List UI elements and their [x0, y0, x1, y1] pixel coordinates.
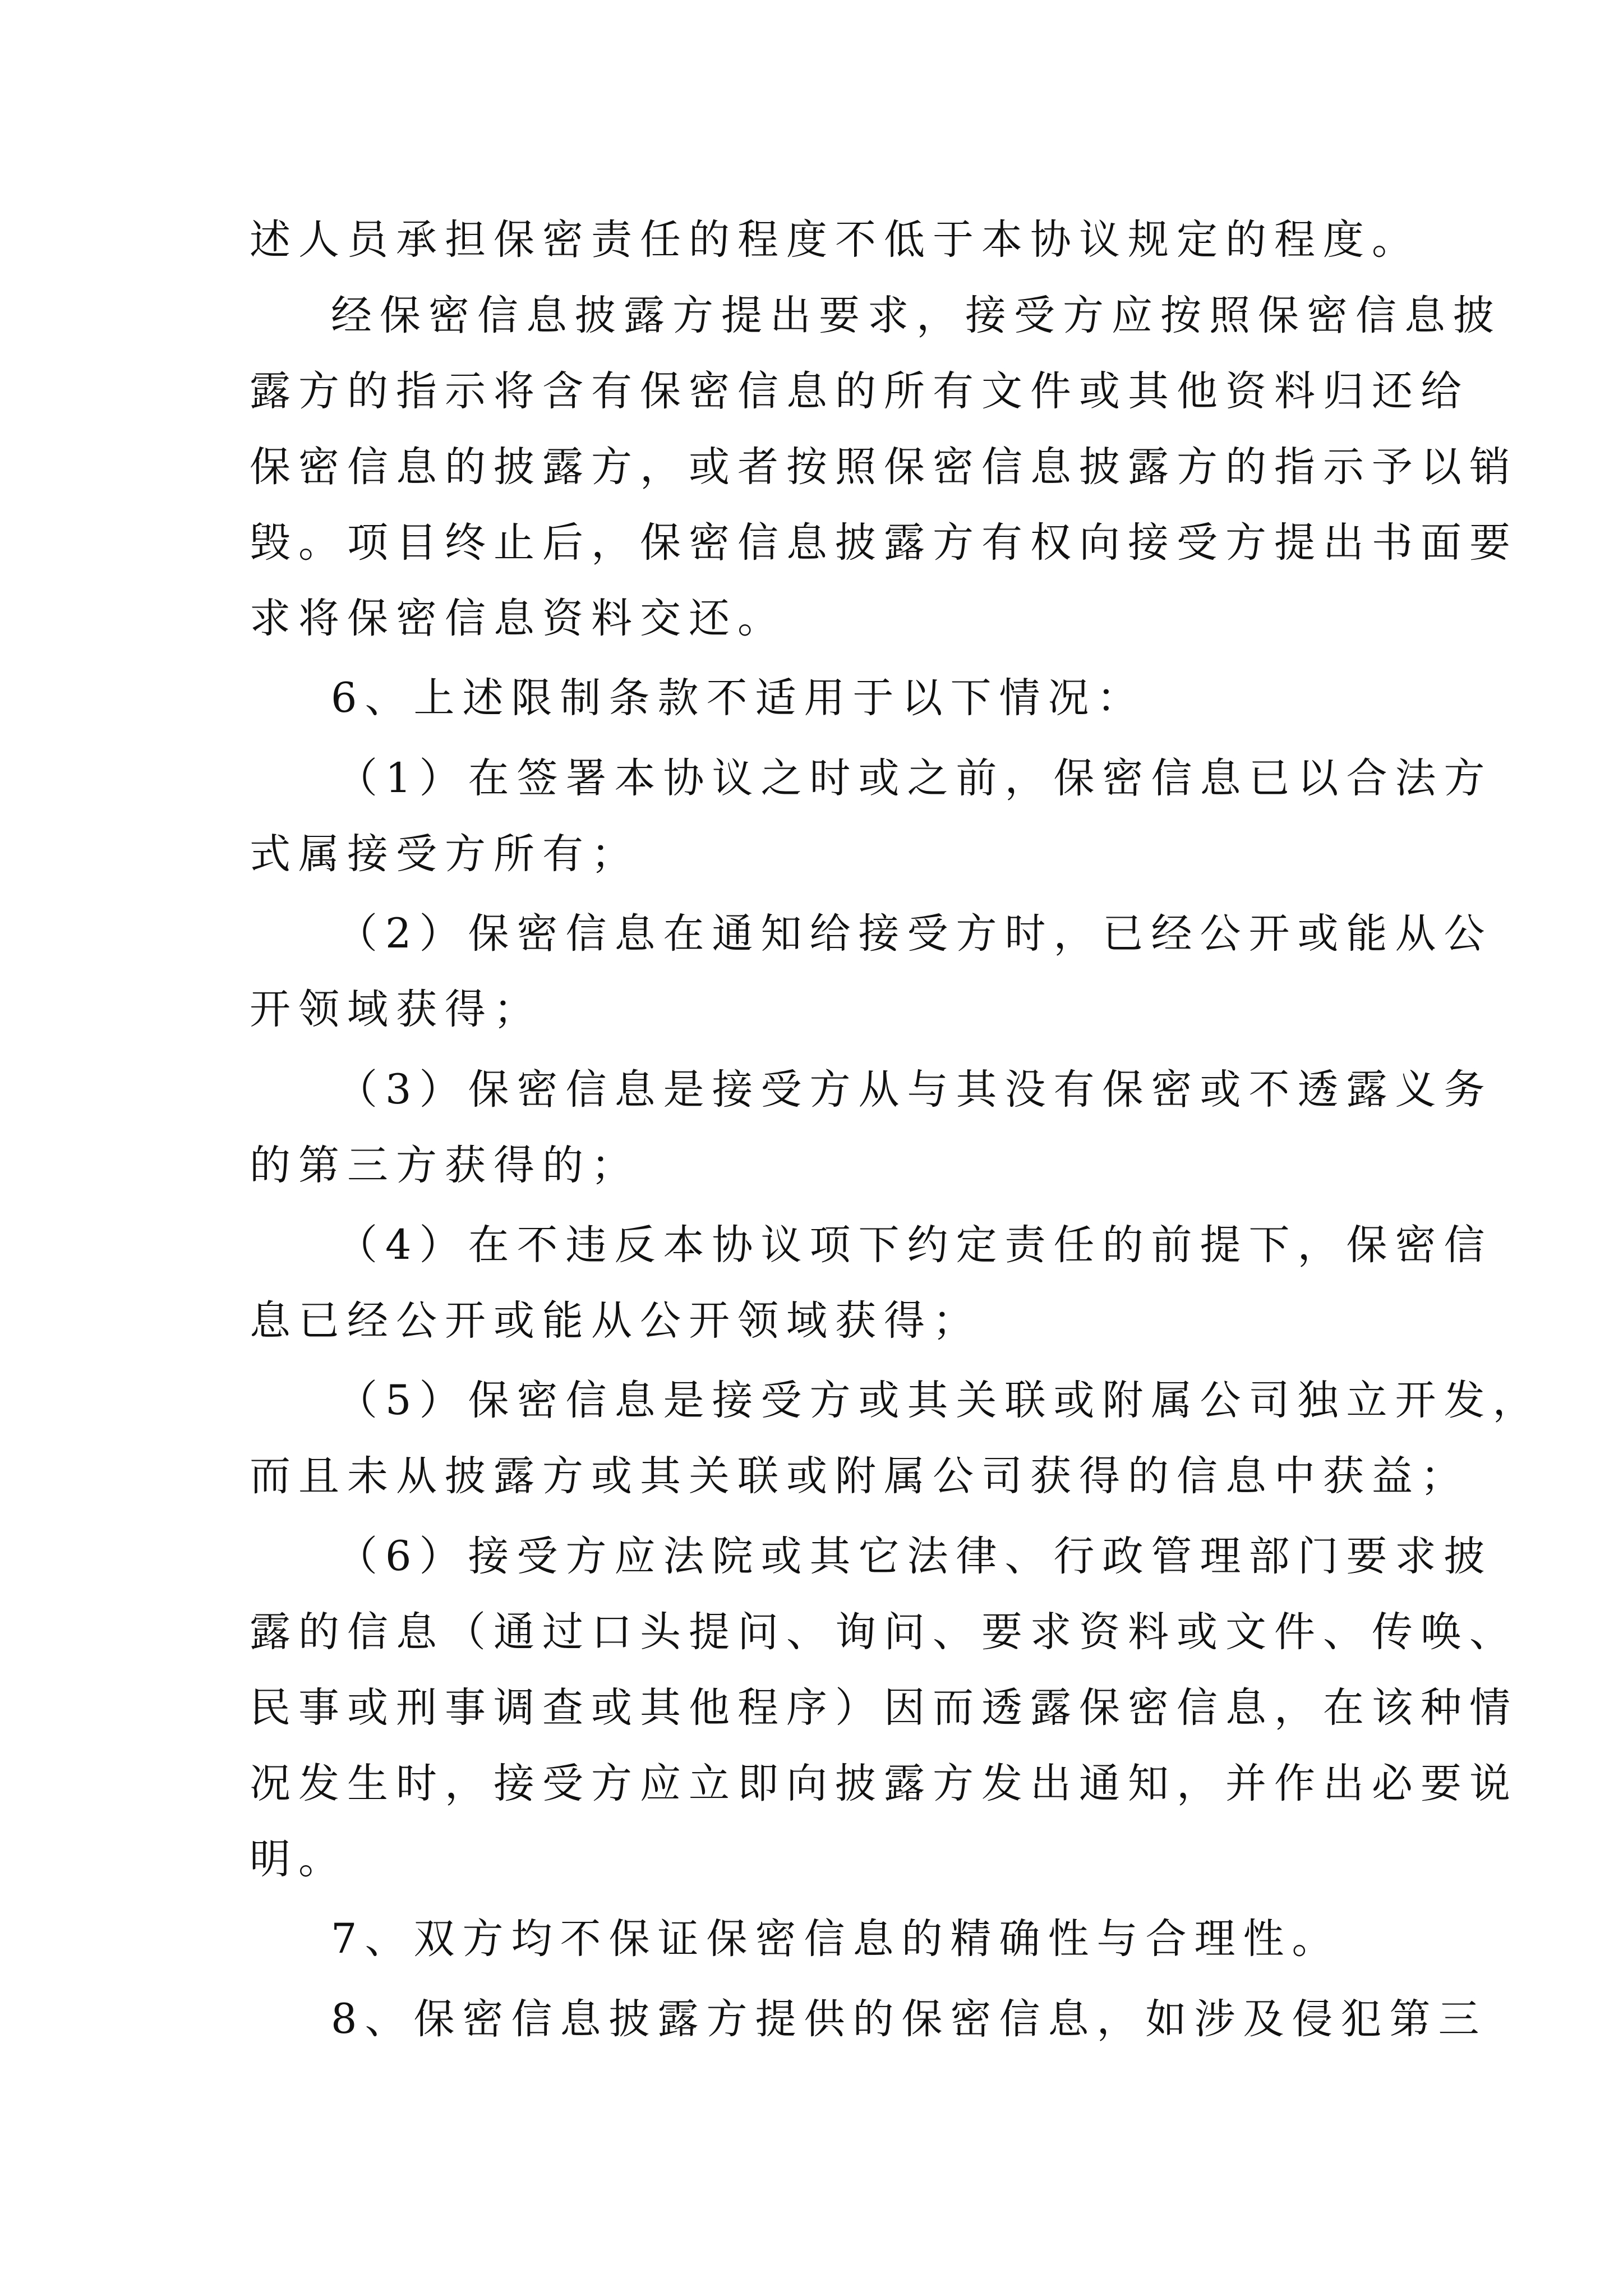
item-2-line-1: （2）保密信息在通知给接受方时，已经公开或能从公 [336, 910, 1493, 958]
item-3-line-1: （3）保密信息是接受方从与其没有保密或不透露义务 [336, 1066, 1493, 1114]
item-6-line-4: 况发生时，接受方应立即向披露方发出通知，并作出必要说 [250, 1760, 1518, 1807]
paragraph-line-1: 述人员承担保密责任的程度不低于本协议规定的程度。 [250, 216, 1421, 264]
item-4-line-1: （4）在不违反本协议项下约定责任的前提下，保密信 [336, 1221, 1493, 1269]
item-6-line-1: （6）接受方应法院或其它法律、行政管理部门要求披 [336, 1533, 1493, 1580]
item-1-line-1: （1）在签署本协议之时或之前，保密信息已以合法方 [336, 754, 1493, 802]
section-6-heading: 6、上述限制条款不适用于以下情况： [331, 674, 1146, 722]
item-6-line-3: 民事或刑事调查或其他程序）因而透露保密信息，在该种情 [250, 1684, 1518, 1732]
paragraph-line-4: 保密信息的披露方，或者按照保密信息披露方的指示予以销 [250, 443, 1518, 491]
item-6-line-2: 露的信息（通过口头提问、询问、要求资料或文件、传唤、 [250, 1608, 1518, 1656]
item-2-line-2: 开领域获得； [250, 986, 542, 1033]
item-4-line-2: 息已经公开或能从公开领域获得； [250, 1297, 981, 1345]
item-6-line-5: 明。 [250, 1835, 347, 1883]
paragraph-line-5: 毁。项目终止后，保密信息披露方有权向接受方提出书面要 [250, 519, 1518, 567]
section-7-line: 7、双方均不保证保密信息的精确性与合理性。 [331, 1915, 1341, 1963]
paragraph-line-6: 求将保密信息资料交还。 [250, 595, 786, 642]
item-1-line-2: 式属接受方所有； [250, 830, 640, 878]
paragraph-line-3: 露方的指示将含有保密信息的所有文件或其他资料归还给 [250, 367, 1469, 415]
item-5-line-2: 而且未从披露方或其关联或附属公司获得的信息中获益； [250, 1452, 1469, 1500]
paragraph-line-2: 经保密信息披露方提出要求，接受方应按照保密信息披 [331, 292, 1502, 339]
item-5-line-1: （5）保密信息是接受方或其关联或附属公司独立开发， [336, 1377, 1542, 1424]
section-8-line-1: 8、保密信息披露方提供的保密信息，如涉及侵犯第三 [331, 1995, 1487, 2043]
item-3-line-2: 的第三方获得的； [250, 1142, 640, 1189]
